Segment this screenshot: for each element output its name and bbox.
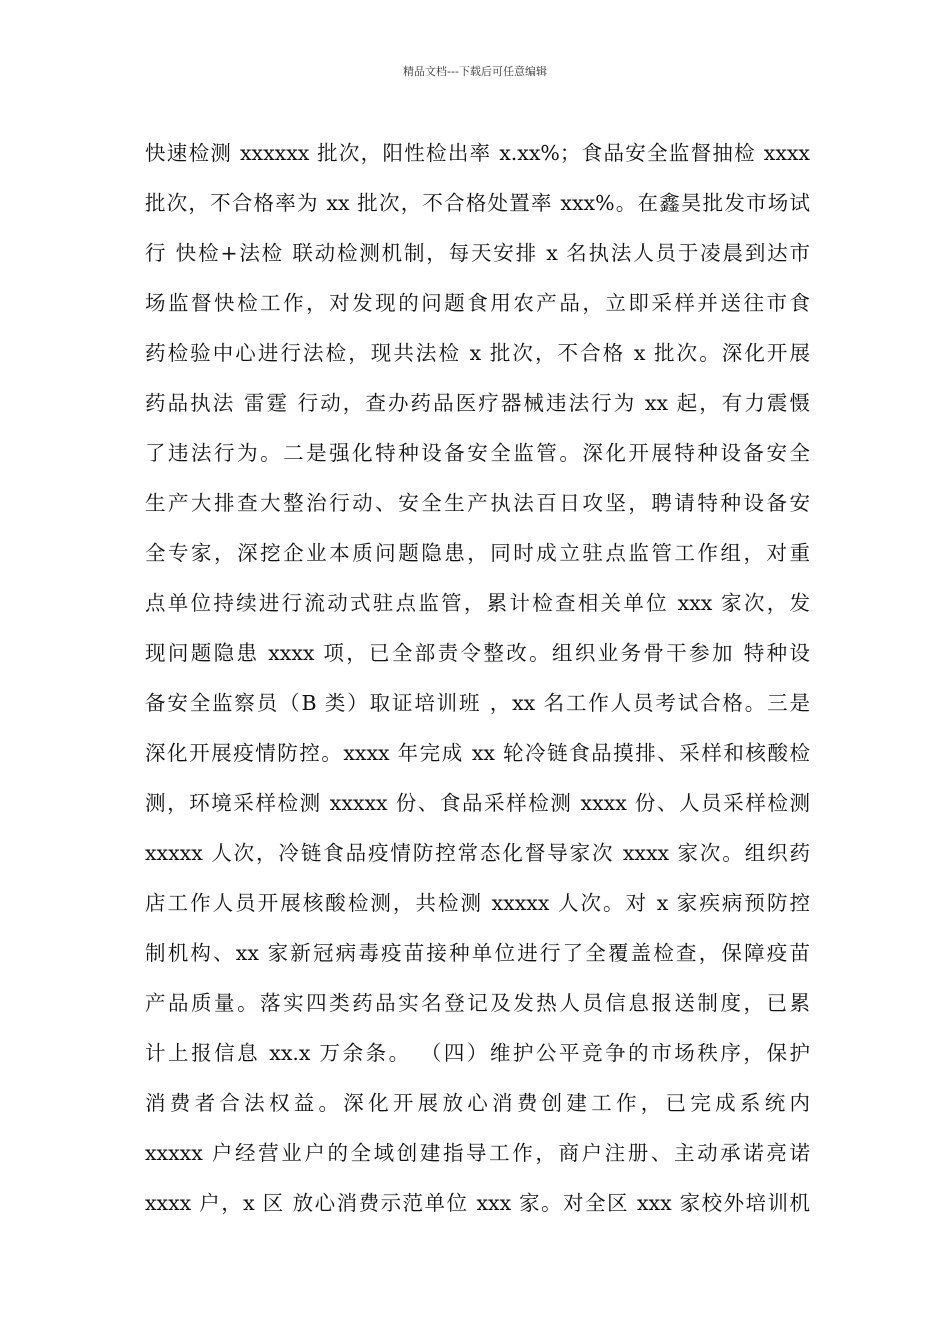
text-line: 药品执法 雷霆 行动，查办药品医疗器械违法行为 xx 起，有力震慑: [145, 391, 810, 415]
text-line: 计上报信息 xx.x 万余条。 （四）维护公平竞争的市场秩序，保护: [145, 1041, 810, 1065]
text-line: 行 快检+法检 联动检测机制，每天安排 x 名执法人员于凌晨到达市: [145, 241, 810, 265]
text-line: xxxxx 人次，冷链食品疫情防控常态化督导家次 xxxx 家次。组织药: [145, 841, 810, 865]
text-line: 产品质量。落实四类药品实名登记及发热人员信息报送制度，已累: [145, 991, 810, 1015]
text-line: 店工作人员开展核酸检测，共检测 xxxxx 人次。对 x 家疾病预防控: [145, 891, 810, 915]
text-line: xxxx 户，x 区 放心消费示范单位 xxx 家。对全区 xxx 家校外培训机: [145, 1191, 810, 1215]
text-line: 生产大排查大整治行动、安全生产执法百日攻坚，聘请特种设备安: [145, 491, 810, 515]
text-line: 备安全监察员（B 类）取证培训班 ，xx 名工作人员考试合格。三是: [145, 691, 810, 715]
text-line: 制机构、xx 家新冠病毒疫苗接种单位进行了全覆盖检查，保障疫苗: [145, 941, 810, 965]
text-line: 快速检测 xxxxxx 批次，阳性检出率 x.xx%；食品安全监督抽检 xxxx: [145, 141, 810, 165]
text-line: 消费者合法权益。深化开展放心消费创建工作，已完成系统内: [145, 1091, 810, 1115]
page-header: 精品文档---下载后可任意编辑: [403, 65, 547, 78]
text-line: 测，环境采样检测 xxxxx 份、食品采样检测 xxxx 份、人员采样检测: [145, 791, 810, 815]
text-line: 场监督快检工作，对发现的问题食用农产品，立即采样并送往市食: [145, 291, 810, 315]
text-line: 现问题隐患 xxxx 项，已全部责令整改。组织业务骨干参加 特种设: [145, 641, 810, 665]
text-line: 点单位持续进行流动式驻点监管，累计检查相关单位 xxx 家次，发: [145, 591, 810, 615]
text-line: 药检验中心进行法检，现共法检 x 批次，不合格 x 批次。深化开展: [145, 341, 810, 365]
text-line: 了违法行为。二是强化特种设备安全监管。深化开展特种设备安全: [145, 441, 810, 465]
text-line: 深化开展疫情防控。xxxx 年完成 xx 轮冷链食品摸排、采样和核酸检: [145, 741, 810, 765]
text-line: 批次，不合格率为 xx 批次，不合格处置率 xxx%。在鑫昊批发市场试: [145, 191, 810, 215]
text-line: xxxxx 户经营业户的全域创建指导工作，商户注册、主动承诺亮诺: [145, 1141, 810, 1165]
document-body: [145, 128, 810, 1228]
text-line: 全专家，深挖企业本质问题隐患，同时成立驻点监管工作组，对重: [145, 541, 810, 565]
